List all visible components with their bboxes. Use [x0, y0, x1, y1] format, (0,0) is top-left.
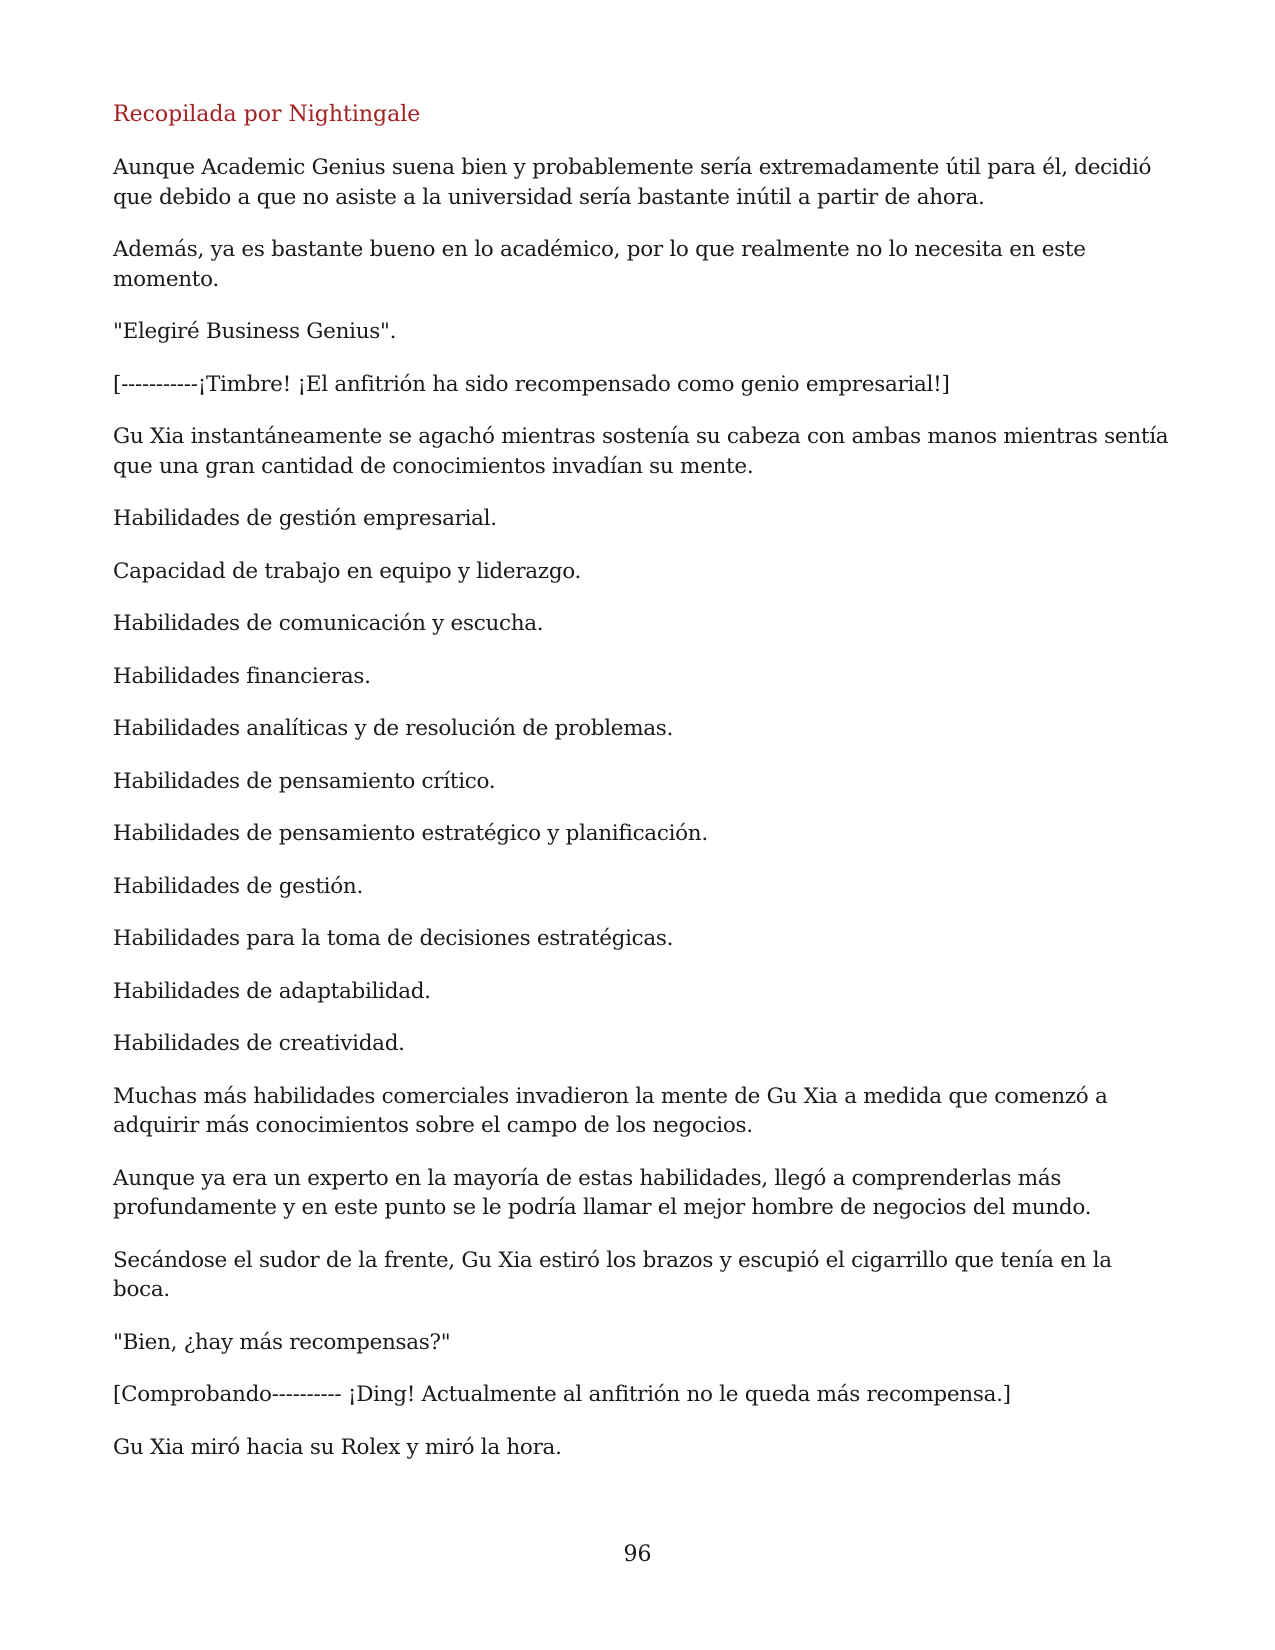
skill-line: Habilidades de creatividad.: [113, 1031, 405, 1056]
skill-line: Habilidades de pensamiento estratégico y planificación.: [113, 821, 708, 846]
paragraph: Secándose el sudor de la frente, Gu Xia estiró los brazos y escupió el cigarrillo que tenía en la boca.: [113, 1247, 1112, 1302]
paragraph: Gu Xia miró hacia su Rolex y miró la hora.: [113, 1434, 562, 1460]
paragraph: Aunque Academic Genius suena bien y probablemente sería extremadamente útil para él, decidió que debido a que no asiste a la universidad sería bastante inútil a partir de ahora.: [113, 155, 1152, 210]
running-header: Recopilada por Nightingale: [113, 102, 421, 127]
skill-line: Habilidades de pensamiento crítico.: [113, 768, 496, 794]
dialogue-line: "Elegiré Business Genius".: [113, 319, 397, 344]
skill-line: Habilidades de gestión empresarial.: [113, 506, 497, 531]
paragraph: Aunque ya era un experto en la mayoría de estas habilidades, llegó a comprenderlas más profundamente y en este punto se le podría llamar el mejor hombre de negocios del mundo.: [113, 1165, 1092, 1220]
skill-line: Habilidades financieras.: [113, 663, 371, 689]
skill-line: Habilidades de adaptabilidad.: [113, 978, 431, 1004]
dialogue-line: "Bien, ¿hay más recompensas?": [113, 1329, 451, 1355]
paragraph: Muchas más habilidades comerciales invadieron la mente de Gu Xia a medida que comenzó a adquirir más conocimientos sobre el campo de los negocios.: [113, 1083, 1108, 1138]
skill-line: Habilidades de gestión.: [113, 873, 363, 899]
skill-line: Habilidades de comunicación y escucha.: [113, 611, 544, 636]
paragraph: Gu Xia instantáneamente se agachó mientras sostenía su cabeza con ambas manos mientras sentía que una gran cantidad de conocimientos invadían su mente.: [113, 424, 1169, 479]
system-message: [-----------¡Timbre! ¡El anfitrión ha sido recompensado como genio empresarial!]: [113, 371, 950, 397]
skill-line: Capacidad de trabajo en equipo y liderazgo.: [113, 558, 582, 584]
page-number: 96: [623, 1542, 652, 1567]
body-text: [113, 153, 1173, 1485]
paragraph: Además, ya es bastante bueno en lo académico, por lo que realmente no lo necesita en este momento.: [113, 237, 1086, 292]
skill-line: Habilidades analíticas y de resolución de problemas.: [113, 716, 674, 741]
skill-line: Habilidades para la toma de decisiones estratégicas.: [113, 926, 674, 951]
system-message: [Comprobando---------- ¡Ding! Actualmente al anfitrión no le queda más recompensa.]: [113, 1382, 1011, 1407]
